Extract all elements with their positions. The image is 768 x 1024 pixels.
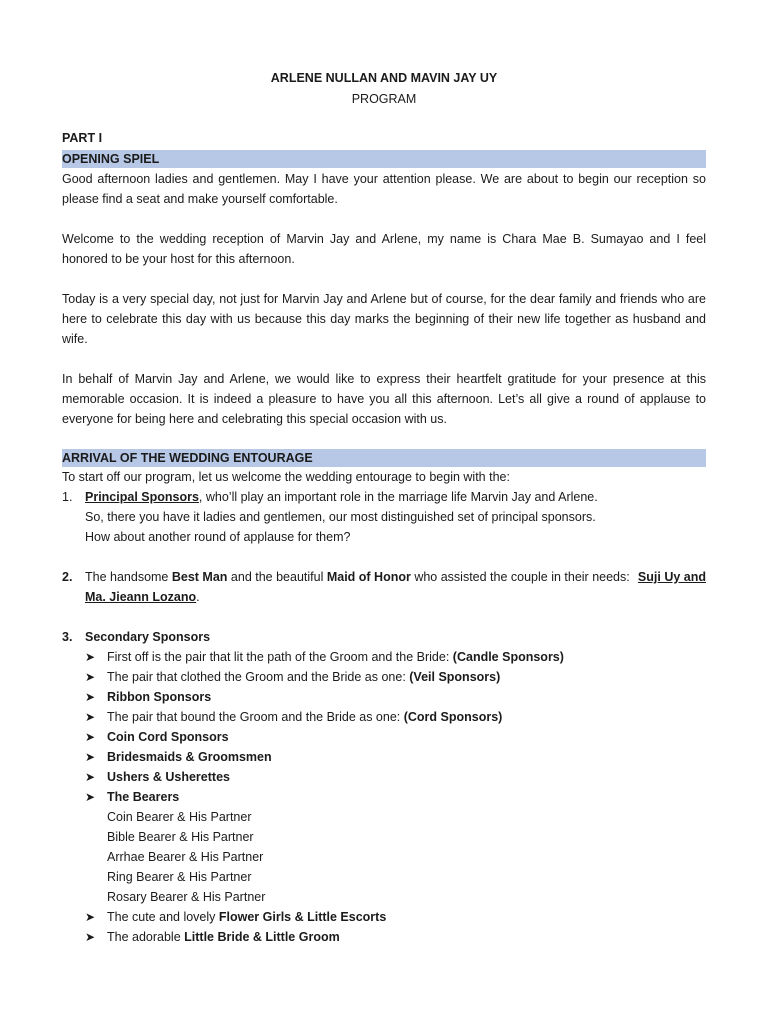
secondary-sponsor-item <box>107 910 386 924</box>
secondary-sponsor-name: Ushers & Usherettes <box>107 770 230 784</box>
secondary-sponsor-text: The pair that clothed the Groom and the Bride as one: <box>107 670 410 684</box>
arrow-bullet-icon: ➤ <box>85 750 96 764</box>
bearer-item: Coin Bearer & His Partner <box>107 810 252 824</box>
item-1-line-3: How about another round of applause for them? <box>85 530 351 544</box>
item-1-line-2: So, there you have it ladies and gentlemen, our most distinguished set of principal sponsors. <box>85 510 596 524</box>
item-2-name-2: Ma. Jieann Lozano <box>85 590 197 604</box>
secondary-sponsor-name: Little Bride & Little Groom <box>184 930 340 944</box>
part-heading: PART I <box>62 131 103 145</box>
item-2-end: . <box>196 590 200 604</box>
secondary-sponsor-text: First off is the pair that lit the path of the Groom and the Bride: <box>107 650 453 664</box>
secondary-sponsor-item <box>107 730 229 744</box>
principal-sponsors-label: Principal Sponsors <box>85 490 199 504</box>
secondary-sponsor-name: Coin Cord Sponsors <box>107 730 229 744</box>
opening-spiel-bar <box>62 150 706 168</box>
secondary-sponsor-item <box>107 770 230 784</box>
arrow-bullet-icon: ➤ <box>85 710 96 724</box>
secondary-sponsor-item <box>107 670 500 684</box>
bearer-item: Arrhae Bearer & His Partner <box>107 850 264 864</box>
arrival-heading: ARRIVAL OF THE WEDDING ENTOURAGE <box>62 451 313 465</box>
secondary-sponsor-item <box>107 690 211 704</box>
arrow-bullet-icon: ➤ <box>85 770 96 784</box>
item-3-number: 3. <box>62 630 73 644</box>
secondary-sponsor-name: (Candle Sponsors) <box>452 650 564 664</box>
secondary-sponsors-label: Secondary Sponsors <box>85 630 211 644</box>
arrow-bullet-icon: ➤ <box>85 690 96 704</box>
secondary-sponsor-item <box>107 790 179 804</box>
item-1-rest: , who’ll play an important role in the marriage life Marvin Jay and Arlene. <box>198 490 598 504</box>
opening-paragraph-2: Welcome to the wedding reception of Marvin Jay and Arlene, my name is Chara Mae B. Sumayao and I feel honored to be your host for this afternoon. <box>62 232 706 266</box>
arrow-bullet-icon: ➤ <box>85 670 96 684</box>
secondary-sponsor-text: The cute and lovely <box>107 910 219 924</box>
secondary-sponsor-item <box>107 930 340 944</box>
secondary-sponsor-name: Ribbon Sponsors <box>107 690 212 704</box>
opening-paragraph-3: Today is a very special day, not just for Marvin Jay and Arlene but of course, for the dear family and friends who are here to celebrate this day with us because this day marks the beginning of their new life together as husband and wife. <box>62 292 706 346</box>
item-2-name-1: Suji Uy and <box>637 570 706 584</box>
secondary-sponsor-item <box>107 750 272 764</box>
opening-paragraph-4: In behalf of Marvin Jay and Arlene, we would like to express their heartfelt gratitude for your presence at this memorable occasion. It is indeed a pleasure to have you all this afternoon. Let’s all give a round of applause to everyone for being here and celebrating this special occasion with us. <box>62 372 706 426</box>
item-2-mid: and the beautiful <box>227 570 327 584</box>
document-subtitle: PROGRAM <box>351 92 417 106</box>
maid-of-honor-label: Maid of Honor <box>326 570 411 584</box>
item-1-line-1 <box>85 490 706 504</box>
secondary-sponsor-name: Flower Girls & Little Escorts <box>218 910 387 924</box>
bearer-item: Bible Bearer & His Partner <box>107 830 254 844</box>
bearer-item: Ring Bearer & His Partner <box>107 870 252 884</box>
secondary-sponsor-text: The adorable <box>107 930 185 944</box>
secondary-sponsor-name: Bridesmaids & Groomsmen <box>107 750 272 764</box>
document-title: ARLENE NULLAN AND MAVIN JAY UY <box>270 71 498 85</box>
item-2-pre: The handsome <box>85 570 172 584</box>
opening-paragraph-1: Good afternoon ladies and gentlemen. May I have your attention please. We are about to begin our reception so please find a seat and make yourself comfortable. <box>62 172 706 206</box>
arrow-bullet-icon: ➤ <box>85 930 96 944</box>
arrow-bullet-icon: ➤ <box>85 730 96 744</box>
secondary-sponsor-text: The pair that bound the Groom and the Bride as one: <box>107 710 404 724</box>
secondary-sponsor-item <box>107 650 564 664</box>
secondary-sponsor-item <box>107 710 502 724</box>
secondary-sponsor-name: (Veil Sponsors) <box>409 670 501 684</box>
secondary-sponsor-name: (Cord Sponsors) <box>403 710 503 724</box>
arrow-bullet-icon: ➤ <box>85 790 96 804</box>
item-2-line-1 <box>85 570 706 584</box>
arrival-intro: To start off our program, let us welcome the wedding entourage to begin with the: <box>62 470 510 484</box>
item-2-number: 2. <box>62 570 73 584</box>
arrival-bar <box>62 449 706 467</box>
best-man-label: Best Man <box>171 570 228 584</box>
item-2-line-2 <box>85 590 200 604</box>
opening-spiel-heading: OPENING SPIEL <box>62 152 160 166</box>
item-2-post: who assisted the couple in their needs: <box>410 570 630 584</box>
item-1-number: 1. <box>62 490 73 504</box>
arrow-bullet-icon: ➤ <box>85 910 96 924</box>
arrow-bullet-icon: ➤ <box>85 650 96 664</box>
secondary-sponsor-name: The Bearers <box>107 790 180 804</box>
bearer-item: Rosary Bearer & His Partner <box>107 890 266 904</box>
